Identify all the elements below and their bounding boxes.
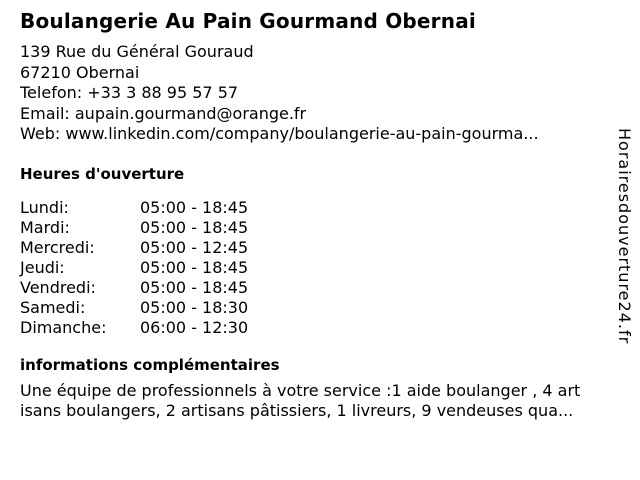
hours-row-wednesday	[20, 238, 640, 258]
additional-info-line-2: isans boulangers, 2 artisans pâtissiers, 1 livreurs, 9 vendeuses qua...	[20, 401, 574, 420]
additional-info-line-1: Une équipe de professionnels à votre service :1 aide boulanger , 4 art	[20, 380, 581, 400]
time-value: 05:00 - 18:30	[140, 297, 249, 317]
additional-info-text	[20, 381, 640, 422]
day-label: Samedi:	[20, 297, 86, 317]
opening-hours-table	[20, 198, 640, 338]
email-label: Email:	[20, 103, 70, 123]
additional-info-heading: informations complémentaires	[20, 355, 280, 374]
email-value: aupain.gourmand@orange.fr	[74, 103, 307, 123]
hours-row-saturday	[20, 298, 640, 318]
hours-row-monday	[20, 198, 640, 218]
phone-label: Telefon:	[20, 83, 83, 102]
time-value: 05:00 - 18:45	[140, 217, 249, 237]
address-line-1: 139 Rue du Général Gouraud	[20, 42, 254, 61]
hours-row-tuesday	[20, 218, 640, 238]
address-line-2: 67210 Obernai	[20, 62, 140, 82]
day-label: Lundi:	[20, 197, 69, 217]
time-value: 05:00 - 12:45	[140, 237, 249, 257]
time-value: 06:00 - 12:30	[140, 317, 249, 337]
email-line	[20, 104, 640, 125]
day-label: Mercredi:	[20, 237, 95, 257]
time-value: 05:00 - 18:45	[140, 257, 249, 277]
day-label: Vendredi:	[20, 277, 96, 297]
day-label: Jeudi:	[20, 257, 65, 277]
web-line	[20, 124, 640, 145]
contact-block	[20, 42, 640, 145]
watermark-vertical-text: Horairesdouverture24.fr	[615, 128, 634, 345]
day-label: Dimanche:	[20, 317, 107, 337]
phone-line	[20, 83, 640, 104]
day-label: Mardi:	[20, 217, 70, 237]
hours-row-friday	[20, 278, 640, 298]
page-title: Boulangerie Au Pain Gourmand Obernai	[20, 9, 476, 33]
hours-row-thursday	[20, 258, 640, 278]
hours-row-sunday	[20, 318, 640, 338]
web-value: www.linkedin.com/company/boulangerie-au-pain-gourma...	[65, 124, 539, 143]
opening-hours-heading: Heures d'ouverture	[20, 164, 185, 183]
time-value: 05:00 - 18:45	[140, 197, 249, 217]
phone-value: +33 3 88 95 57 57	[87, 83, 239, 102]
time-value: 05:00 - 18:45	[140, 277, 249, 297]
web-label: Web:	[20, 124, 61, 143]
